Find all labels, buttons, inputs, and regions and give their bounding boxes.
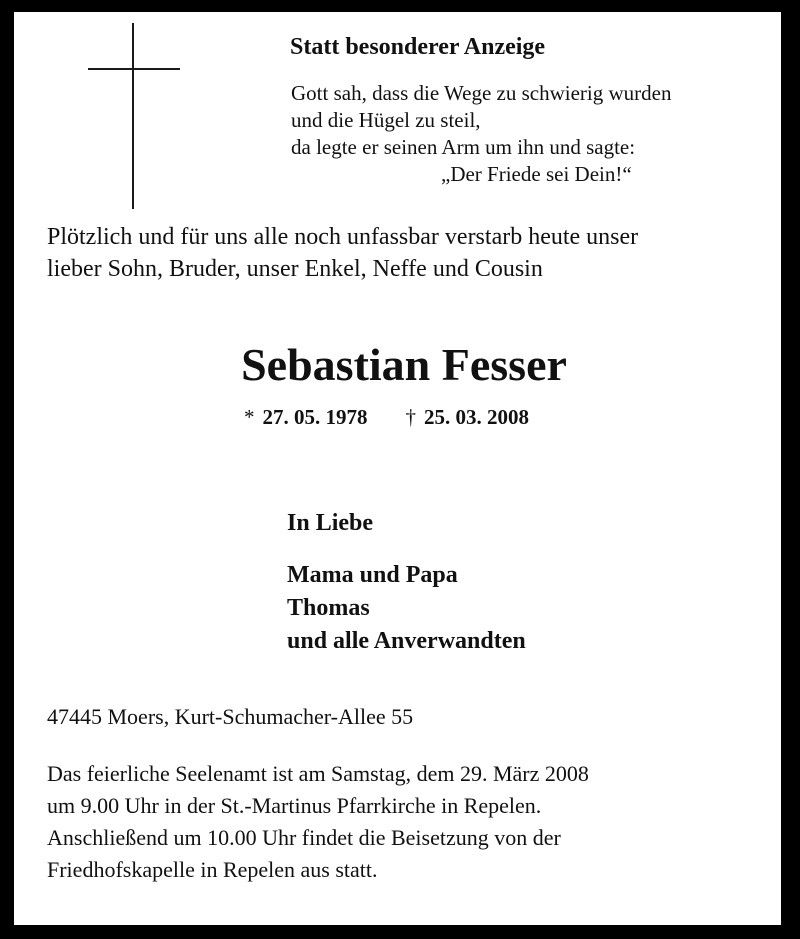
birth-date: 27. 05. 1978 (262, 405, 368, 429)
service-details (47, 758, 589, 886)
service-line: Das feierliche Seelenamt ist am Samstag, dem 29. März 2008 (47, 761, 589, 786)
intro-text (47, 221, 638, 285)
intro-line: Plötzlich und für uns alle noch unfassbar verstarb heute unser (47, 224, 639, 250)
poem-line: und die Hügel zu steil, (291, 108, 481, 132)
header-title: Statt besonderer Anzeige (290, 34, 546, 60)
poem (291, 80, 672, 188)
mourners-list (287, 559, 526, 658)
obituary-card (14, 12, 781, 925)
mourner-line: Mama und Papa (287, 562, 458, 588)
cross-horizontal-bar (88, 68, 180, 70)
service-line: um 9.00 Uhr in der St.-Martinus Pfarrkirche in Repelen. (47, 793, 542, 818)
life-dates (244, 405, 529, 430)
intro-line: lieber Sohn, Bruder, unser Enkel, Neffe und Cousin (47, 256, 543, 282)
service-line: Friedhofskapelle in Repelen aus statt. (47, 857, 378, 882)
death-date: 25. 03. 2008 (424, 405, 529, 429)
birth-star-icon: * (244, 405, 255, 429)
mourner-line: und alle Anverwandten (287, 628, 526, 654)
mourner-line: Thomas (287, 595, 370, 621)
family-address: 47445 Moers, Kurt-Schumacher-Allee 55 (47, 704, 414, 729)
mourners-heading: In Liebe (287, 510, 374, 536)
service-line: Anschließend um 10.00 Uhr findet die Beisetzung von der (47, 825, 561, 850)
cross-vertical-bar (132, 23, 134, 209)
deceased-name: Sebastian Fesser (241, 339, 567, 390)
poem-line: Gott sah, dass die Wege zu schwierig wurden (291, 81, 672, 105)
poem-line: da legte er seinen Arm um ihn und sagte: (291, 135, 636, 159)
poem-quote: „Der Friede sei Dein!“ (441, 162, 632, 186)
death-dagger-icon: † (405, 405, 416, 429)
